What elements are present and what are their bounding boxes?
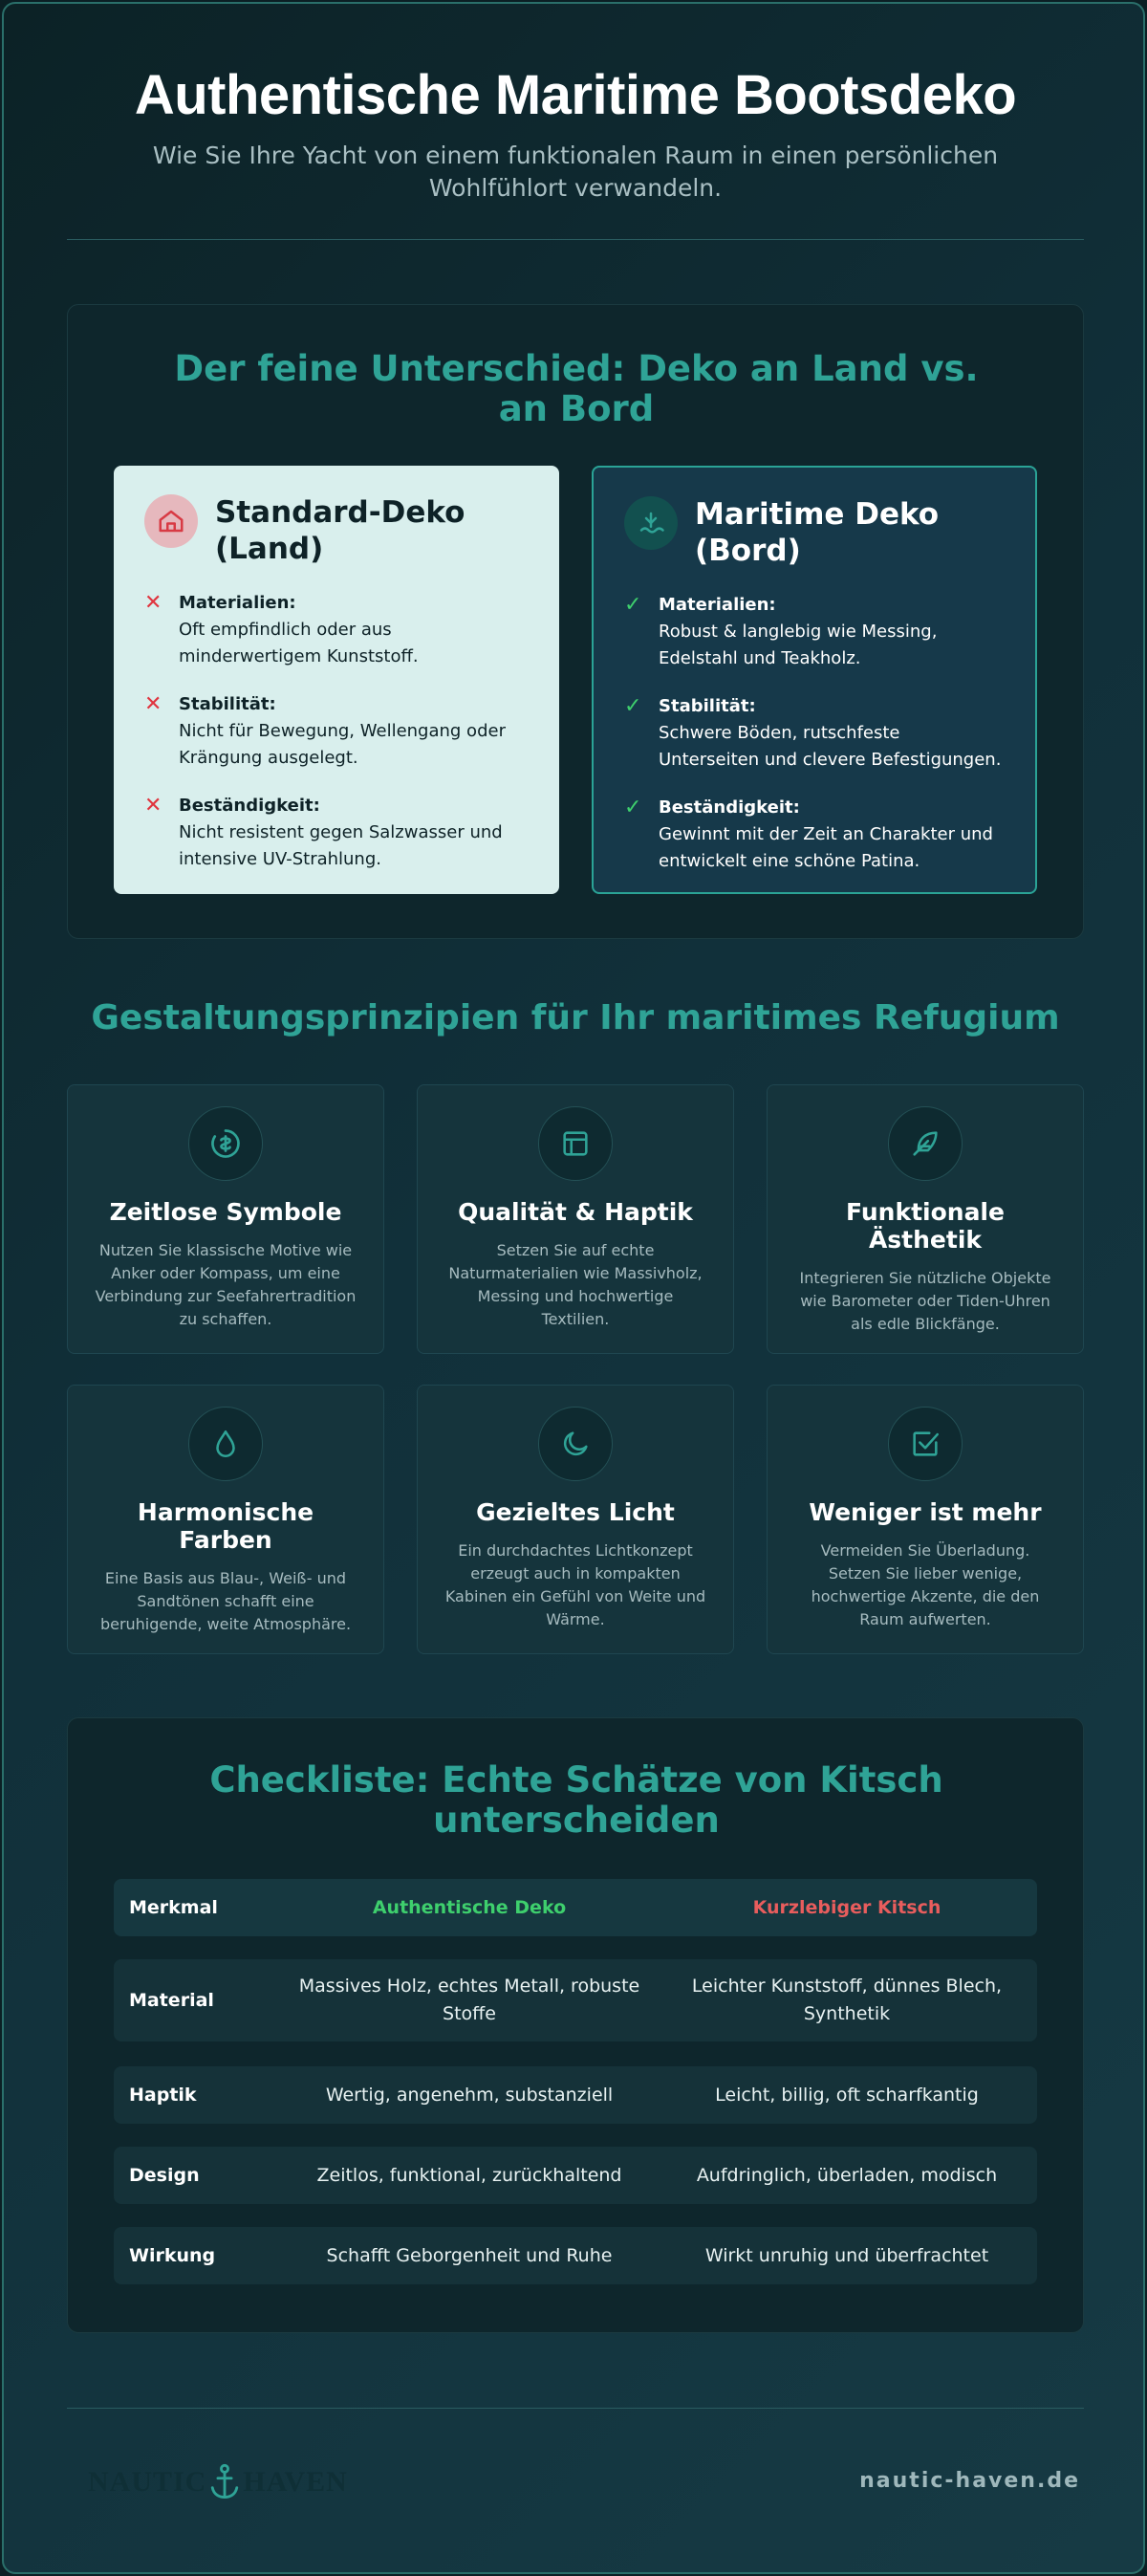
comparison-section xyxy=(67,304,1084,939)
sea-item xyxy=(624,592,1005,672)
table-row xyxy=(114,2147,1037,2204)
land-item xyxy=(144,590,529,670)
principle-title: Harmonische Farben xyxy=(137,1498,314,1554)
row-kitsch: Wirkt unruhig und überfrachtet xyxy=(704,2244,989,2266)
sea-item-text: Robust & langlebig wie Messing, Edelstahl und Teakholz. xyxy=(659,622,938,668)
sea-item-text: Schwere Böden, rutschfeste Unterseiten und clevere Befestigungen. xyxy=(659,723,1002,770)
sea-item-label: Beständigkeit: xyxy=(659,797,800,818)
principles-title: Gestaltungsprinzipien für Ihr maritimes Refugium xyxy=(91,998,1060,1037)
moon-icon xyxy=(538,1407,613,1481)
website-link[interactable]: nautic-haven.de xyxy=(859,2469,1080,2493)
cross-icon: ✕ xyxy=(144,794,162,818)
droplet-icon xyxy=(188,1407,263,1481)
land-item-label: Beständigkeit: xyxy=(179,796,320,816)
principle-desc: Eine Basis aus Blau-, Weiß- und Sandtönen schafft eine beruhigende, weite Atmosphäre. xyxy=(99,1569,352,1633)
checklist-title: Checkliste: Echte Schätze von Kitsch unterscheiden xyxy=(209,1759,943,1841)
land-card-title: Standard-Deko (Land) xyxy=(215,495,465,566)
principle-card xyxy=(767,1385,1084,1654)
page-frame xyxy=(2,2,1145,2574)
feather-icon xyxy=(888,1106,963,1181)
principle-title: Qualität & Haptik xyxy=(458,1198,693,1226)
principle-desc: Integrieren Sie nützliche Objekte wie Barometer oder Tiden-Uhren als edle Blickfänge. xyxy=(799,1269,1051,1333)
layout-icon xyxy=(538,1106,613,1181)
row-kitsch: Aufdringlich, überladen, modisch xyxy=(696,2164,998,2186)
subtitle-line-2: Wohlfühlort verwandeln. xyxy=(428,174,723,202)
row-feature: Wirkung xyxy=(129,2244,216,2266)
row-authentic: Zeitlos, funktional, zurückhaltend xyxy=(316,2164,622,2186)
table-row xyxy=(114,2227,1037,2284)
row-authentic: Wertig, angenehm, substanziell xyxy=(325,2084,614,2106)
land-item-label: Materialien: xyxy=(179,593,296,613)
sea-item xyxy=(624,795,1005,875)
sea-item-label: Materialien: xyxy=(659,595,776,615)
brand-logo xyxy=(88,2463,348,2501)
house-icon xyxy=(144,494,198,548)
table-row xyxy=(114,2066,1037,2124)
sea-deco-card xyxy=(592,466,1037,894)
sea-item-label: Stabilität: xyxy=(659,696,756,716)
waves-icon xyxy=(624,496,678,550)
land-item-text: Nicht resistent gegen Salzwasser und intensive UV-Strahlung. xyxy=(179,822,503,869)
table-header xyxy=(114,1879,1037,1936)
row-feature: Design xyxy=(129,2164,200,2186)
logo-text-left: NAUTIC xyxy=(88,2466,207,2498)
land-item xyxy=(144,793,529,873)
land-item-text: Oft empfindlich oder aus minderwertigem Kunststoff. xyxy=(179,620,419,666)
header-kitsch: Kurzlebiger Kitsch xyxy=(752,1896,941,1918)
principle-title: Weniger ist mehr xyxy=(809,1498,1042,1526)
principle-title: Funktionale Ästhetik xyxy=(846,1198,1005,1254)
header-feature: Merkmal xyxy=(129,1896,218,1918)
principle-desc: Vermeiden Sie Überladung. Setzen Sie lieber wenige, hochwertige Akzente, die den Raum aufwerten. xyxy=(811,1541,1040,1628)
comparison-title: Der feine Unterschied: Deko an Land vs. an Bord xyxy=(174,348,979,429)
subtitle-line-1: Wie Sie Ihre Yacht von einem funktionalen Raum in einen persönlichen xyxy=(152,142,999,169)
page-subtitle xyxy=(4,140,1145,205)
check-icon: ✓ xyxy=(624,796,642,819)
principle-card xyxy=(67,1084,384,1354)
sea-item-text: Gewinnt mit der Zeit an Charakter und entwickelt eine schöne Patina. xyxy=(659,824,993,871)
table-row xyxy=(114,1959,1037,2041)
principle-card xyxy=(417,1385,734,1654)
check-icon: ✓ xyxy=(624,593,642,617)
sea-card-title: Maritime Deko (Bord) xyxy=(695,497,940,568)
land-item-label: Stabilität: xyxy=(179,694,276,714)
principle-title: Zeitlose Symbole xyxy=(109,1198,342,1226)
header-divider xyxy=(67,239,1084,240)
land-deco-card xyxy=(114,466,559,894)
checkbox-icon xyxy=(888,1407,963,1481)
logo-text-right: HAVEN xyxy=(243,2466,348,2498)
row-feature: Material xyxy=(129,1989,214,2011)
footer-divider xyxy=(67,2408,1084,2409)
land-item xyxy=(144,691,529,772)
check-icon: ✓ xyxy=(624,694,642,718)
principle-card xyxy=(767,1084,1084,1354)
row-kitsch: Leicht, billig, oft scharfkantig xyxy=(715,2084,979,2106)
anchor-coin-icon xyxy=(188,1106,263,1181)
principle-card xyxy=(417,1084,734,1354)
row-feature: Haptik xyxy=(129,2084,197,2106)
land-item-text: Nicht für Bewegung, Wellengang oder Krängung ausgelegt. xyxy=(179,721,506,768)
row-authentic: Massives Holz, echtes Metall, robuste Stoffe xyxy=(298,1976,640,2024)
cross-icon: ✕ xyxy=(144,591,162,615)
principle-title: Gezieltes Licht xyxy=(476,1498,675,1526)
cross-icon: ✕ xyxy=(144,692,162,716)
row-kitsch: Leichter Kunststoff, dünnes Blech, Synthetik xyxy=(691,1976,1003,2024)
page-title: Authentische Maritime Bootsdeko xyxy=(134,64,1017,126)
anchor-icon xyxy=(208,2463,241,2501)
header-authentic: Authentische Deko xyxy=(372,1896,567,1918)
principle-card xyxy=(67,1385,384,1654)
checklist-section xyxy=(67,1717,1084,2333)
principle-desc: Ein durchdachtes Lichtkonzept erzeugt auch in kompakten Kabinen ein Gefühl von Weite und Wärme. xyxy=(444,1541,706,1628)
sea-item xyxy=(624,693,1005,774)
row-authentic: Schafft Geborgenheit und Ruhe xyxy=(326,2244,613,2266)
principle-desc: Nutzen Sie klassische Motive wie Anker oder Kompass, um eine Verbindung zur Seefahrertradition zu schaffen. xyxy=(95,1241,357,1328)
principle-desc: Setzen Sie auf echte Naturmaterialien wie Massivholz, Messing und hochwertige Textilien. xyxy=(448,1241,703,1328)
